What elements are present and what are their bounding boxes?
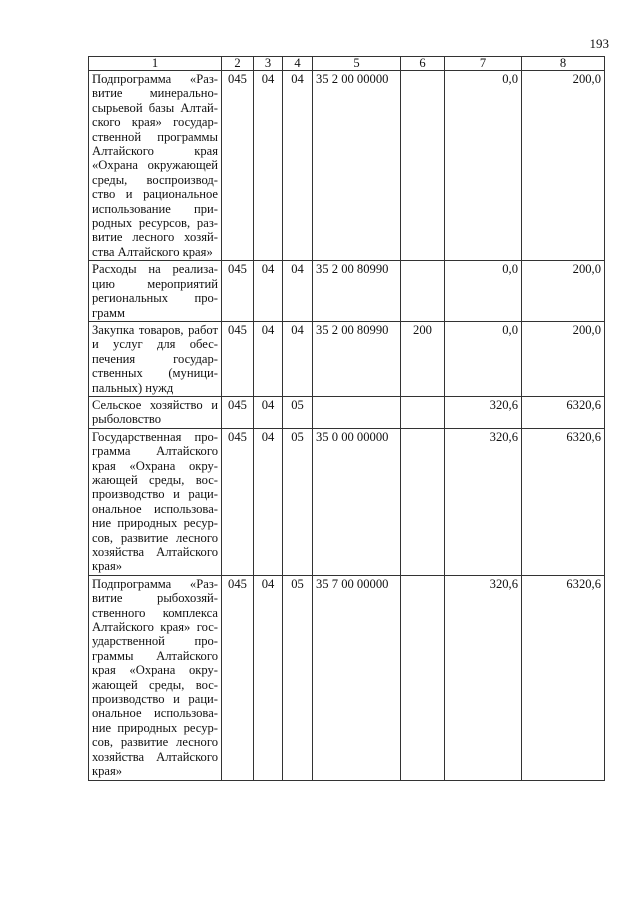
cell-amount-8: 200,0 [522,321,605,396]
cell-section: 04 [254,428,283,575]
cell-target-article [313,396,401,428]
cell-section: 04 [254,396,283,428]
cell-amount-7: 0,0 [445,71,522,261]
budget-table [88,56,605,781]
cell-amount-7: 0,0 [445,261,522,322]
col-header: 3 [254,57,283,71]
cell-amount-8: 6320,6 [522,428,605,575]
col-header: 7 [445,57,522,71]
col-header: 6 [401,57,445,71]
row-name: Подпрограмма «Развитие минерально-сырьевой базы Алтайского края» государственной программы Алтайского края «Охрана окружающей среды, воспроизводство и рациональное использование природных ресурсов, развитие лесного хозяйства Алтайского края» [89,71,222,261]
cell-target-article: 35 7 00 00000 [313,575,401,780]
table-row [89,428,605,575]
table-row [89,396,605,428]
cell-target-article: 35 0 00 00000 [313,428,401,575]
cell-ministry-code: 045 [222,428,254,575]
cell-ministry-code: 045 [222,321,254,396]
cell-amount-8: 200,0 [522,71,605,261]
cell-target-article: 35 2 00 80990 [313,261,401,322]
cell-section: 04 [254,321,283,396]
col-header: 5 [313,57,401,71]
cell-expense-type [401,428,445,575]
cell-ministry-code: 045 [222,71,254,261]
cell-subsection: 04 [283,321,313,396]
cell-subsection: 04 [283,71,313,261]
cell-amount-7: 320,6 [445,396,522,428]
row-name: Закупка товаров, работ и услуг для обеспечения государственных (муниципальных) нужд [89,321,222,396]
table-row [89,71,605,261]
cell-amount-7: 0,0 [445,321,522,396]
cell-section: 04 [254,261,283,322]
col-header: 1 [89,57,222,71]
cell-expense-type [401,575,445,780]
cell-expense-type [401,71,445,261]
row-name: Сельское хозяйство и рыболовство [89,396,222,428]
col-header: 4 [283,57,313,71]
cell-amount-8: 6320,6 [522,396,605,428]
row-name: Расходы на реализацию мероприятий региональных программ [89,261,222,322]
row-name: Государственная программа Алтайского края «Охрана окружающей среды, воспроизводство и рациональное использование природных ресурсов, развитие лесного хозяйства Алтайского края» [89,428,222,575]
cell-subsection: 05 [283,575,313,780]
cell-section: 04 [254,575,283,780]
table-row [89,261,605,322]
cell-expense-type [401,261,445,322]
cell-amount-8: 200,0 [522,261,605,322]
cell-amount-7: 320,6 [445,428,522,575]
cell-ministry-code: 045 [222,575,254,780]
cell-target-article: 35 2 00 80990 [313,321,401,396]
cell-amount-8: 6320,6 [522,575,605,780]
cell-subsection: 05 [283,396,313,428]
cell-subsection: 04 [283,261,313,322]
cell-subsection: 05 [283,428,313,575]
col-header: 8 [522,57,605,71]
col-header: 2 [222,57,254,71]
cell-section: 04 [254,71,283,261]
row-name: Подпрограмма «Развитие рыбохозяйственного комплекса Алтайского края» государственной программы Алтайского края «Охрана окружающей среды, воспроизводство и рациональное использование природных ресурсов, развитие лесного хозяйства Алтайского края» [89,575,222,780]
cell-amount-7: 320,6 [445,575,522,780]
page-number: 193 [589,36,609,51]
cell-expense-type [401,396,445,428]
cell-ministry-code: 045 [222,396,254,428]
header-row [89,57,605,71]
table-row [89,321,605,396]
cell-ministry-code: 045 [222,261,254,322]
cell-target-article: 35 2 00 00000 [313,71,401,261]
table-row [89,575,605,780]
cell-expense-type: 200 [401,321,445,396]
